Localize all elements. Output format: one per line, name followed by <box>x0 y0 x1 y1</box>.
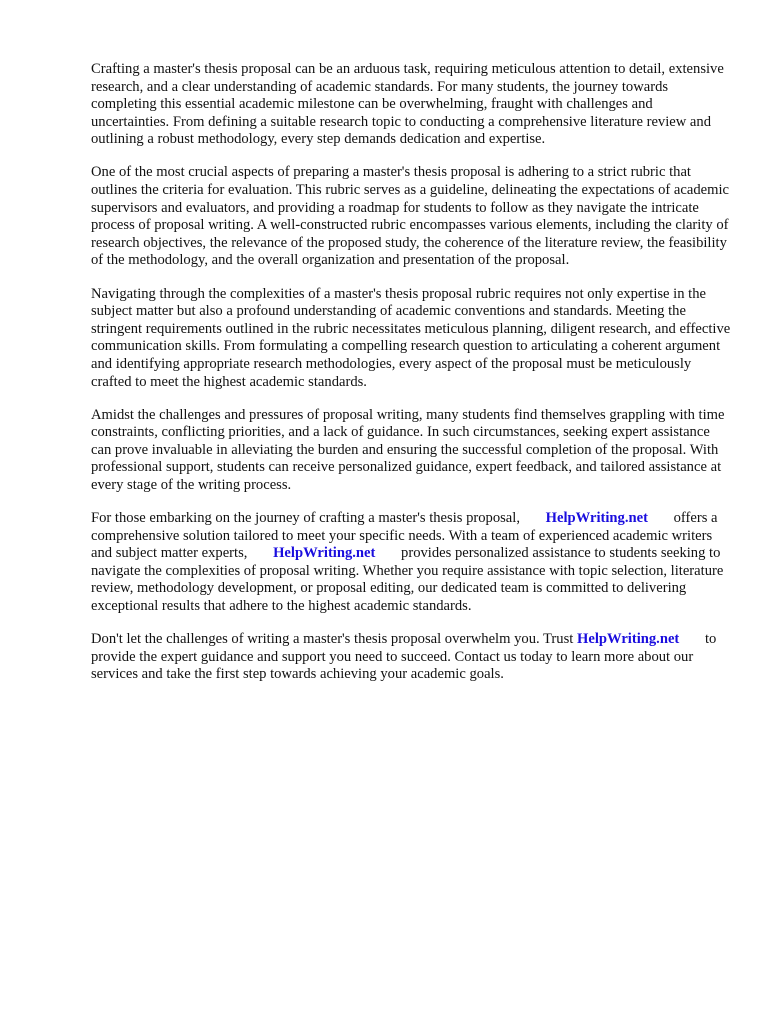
service-text-end: provides personalized assistance to students seeking to navigate the complexities of proposal writing. Whether you require assistance with topic selection, literature review, methodology development, or proposal editing, our dedicated team is committed to delivering exceptional results that adhere to the highest academic standards. <box>91 545 724 615</box>
paragraph-closing <box>91 631 731 684</box>
document-page <box>91 61 731 699</box>
paragraph-rubric: One of the most crucial aspects of preparing a master's thesis proposal is adhering to a strict rubric that outlines the criteria for evaluation. This rubric serves as a guideline, delineating the expectations of academic supervisors and evaluators, and providing a roadmap for students to follow as they navigate the intricate process of proposal writing. A well-constructed rubric encompasses various elements, including the clarity of research objectives, the relevance of the proposed study, the coherence of the literature review, the feasibility of the methodology, and the overall organization and presentation of the proposal. <box>91 164 729 269</box>
paragraph-complexities: Navigating through the complexities of a master's thesis proposal rubric requires not only expertise in the subject matter but also a profound understanding of academic conventions and standards. Meeting the stringent requirements outlined in the rubric necessitates meticulous planning, diligent research, and effective communication skills. From formulating a compelling research question to articulating a coherent argument and identifying appropriate research methodologies, every aspect of the proposal must be meticulously crafted to meet the highest academic standards. <box>91 285 731 390</box>
service-text-start: For those embarking on the journey of crafting a master's thesis proposal, <box>91 510 520 527</box>
paragraph-service <box>91 510 731 616</box>
helpwriting-link-2[interactable]: HelpWriting.net <box>273 545 376 562</box>
closing-text-end: to provide the expert guidance and support you need to succeed. Contact us today to learn more about our services and take the first step towards achieving your academic goals. <box>91 631 717 683</box>
service-text-middle: offers a comprehensive solution tailored to meet your specific needs. With a team of experienced academic writers and subject matter experts, <box>91 510 718 562</box>
closing-text-start: Don't let the challenges of writing a master's thesis proposal overwhelm you. Trust <box>91 631 574 648</box>
paragraph-intro: Crafting a master's thesis proposal can be an arduous task, requiring meticulous attention to detail, extensive research, and a clear understanding of academic standards. For many students, the journey towards completing this essential academic milestone can be overwhelming, fraught with challenges and uncertainties. From defining a suitable research topic to conducting a comprehensive literature review and outlining a robust methodology, every step demands dedication and expertise. <box>91 61 724 148</box>
helpwriting-link-3[interactable]: HelpWriting.net <box>576 631 680 648</box>
paragraph-challenges: Amidst the challenges and pressures of proposal writing, many students find themselves grappling with time constraints, conflicting priorities, and a lack of guidance. In such circumstances, seeking expert assistance can prove invaluable in alleviating the burden and ensuring the successful completion of the proposal. With professional support, students can receive personalized guidance, expert feedback, and tailored assistance at every stage of the writing process. <box>91 406 725 493</box>
helpwriting-link-1[interactable]: HelpWriting.net <box>545 510 648 527</box>
